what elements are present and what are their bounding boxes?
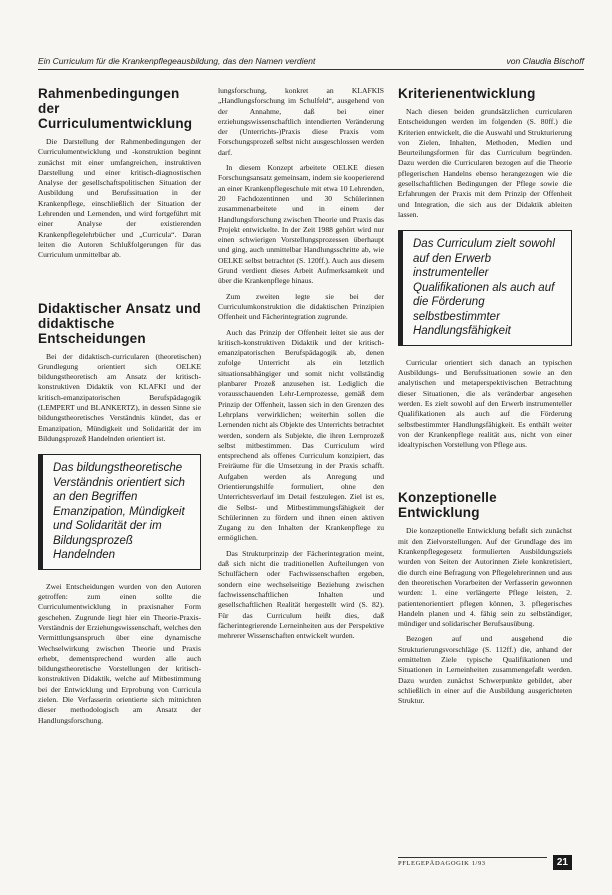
paragraph: Nach diesen beiden grundsätzlichen curricularen Entscheidungen werden im folgenden (S. 80ff.) die Kriterien entwickelt, die die Auswahl und Strukturierung von Zielen, Inhalten, Methoden, Medien und Beurteilungsformen für das Curriculum begründen. Dazu werden die Curricularen bezogen auf die Theorie pflegerischen Handelns ebenso herangezogen wie die gesellschaftlichen Bedingungen der Pflege sowie die Erfahrungen der Praxis mit dem Prinzip der Offenheit und Integration, die sich aus der Didaktik ableiten lassen. <box>398 107 572 219</box>
paragraph: Die Darstellung der Rahmenbedingungen der Curriculumentwicklung und -konstruktion beginnt zunächst mit einer umfangreichen, instruktiven Darstellung und einer kritisch-diagnostischen Analyse der gesellschaftspolitischen Situation der Ausbildung und Berufssituation in der Krankenpflege, einschließlich der Situation der Lehrenden und Lernenden, und wird fortgeführt mit einer Analyse der existierenden Krankenpflegelehrbücher und „Curricula“. Daran leiten die Autoren Schlußfolgerungen für das Curriculum unmittelbar ab. <box>38 137 201 260</box>
column-2 <box>218 86 384 646</box>
paragraph: Bei der didaktisch-curricularen (theoretischen) Grundlegung orientiert sich OELKE bildungstheoretisch am Ansatz der kritisch-konstruktiven Didaktik von KLAFKI und der kritisch-emanzipatorischen Berufspädagogik (LEMPERT und BLANKERTZ), in dessen Sinne sie bildungstheoretisches Verständnis kündet, das er Emanzipation, Mündigkeit und Solidarität der im Bildungsprozeß Handelnden orientiert ist. <box>38 351 201 443</box>
journal-title: PFLEGEPÄDAGOGIK 1/93 <box>398 857 547 867</box>
paragraph: In diesem Konzept arbeitete OELKE diesen Forschungsansatz gemeinsam, indem sie kooperierend an einer Krankenpflegeschule mit etwa 10 Lehrenden, 20 Fachdozentinnen und 30 Schülerinnen zusammenarbeitete und in einem der Handlungsforschung zwischen Theorie und Praxis das Projekt entwickelte. In der Zeit 1988 gehört wird nur einen schwierigen Vorstellungsprozessen überhaupt und ging, auch unmittelbar Handlungsschritte ab, wie OELKE selbst betrachtet (S. 120ff.). Auch aus diesem Grund verdient dieses Arbeit Aufmerksamkeit und über die Krankenpflege hinaus. <box>218 163 384 286</box>
paragraph: Curricular orientiert sich danach an typischen Ausbildungs- und Berufssituationen sowie an den analytischen und metaperspektivischen Betrachtung dieser Situationen, die als veränderbar angesehen werden. Es zielt sowohl auf den Erwerb instrumenteller Qualifikationen als auch auf die Förderung selbstbestimmter Handlungsfähigkeit. Es enthält weiter von der Krankenpflege realität aus, nicht von einer idealtypischen Vorstellung von Pflege aus. <box>398 357 572 450</box>
section-heading-didaktischer-ansatz: Didaktischer Ansatz und didaktische Entscheidungen <box>38 300 201 346</box>
paragraph: Zum zweiten legte sie bei der Curriculumkonstruktion die didaktischen Prinzipien Offenheit und Fächerintegration zugrunde. <box>218 291 384 322</box>
column-3 <box>398 86 572 711</box>
header-article-title: Ein Curriculum für die Krankenpflegeausbildung, das den Namen verdient <box>38 56 316 66</box>
column-1 <box>38 86 201 731</box>
paragraph: Auch das Prinzip der Offenheit leitet sie aus der kritisch-konstruktiven Didaktik und der kritisch-emanzipatorischen Berufspädagogik ab, denen zufolge Unterricht als ein letztlich situationsabhängiger und somit nicht vollständig planbarer Prozeß anzusehen ist. Lediglich die vorausschauenden Lehr-Lernprozesse, gemäß dem Prinzip der Offenheit, lassen sich in den Grenzen des Lehrplans verwirklichen; weiterhin sollen die Lernenden nicht als Objekte des Unterrichts betrachtet werden, sondern als Subjekte, die ihren Lernprozeß selbst mitbestimmen. Das Curriculum wird entsprechend als offenes Curriculum konzipiert, das Freiräume für die Umsetzung in der Praxis schafft. Aufgaben werden als Anregung und Orientierungshilfe formuliert, ohne den Unterrichtsverlauf im Detail festzulegen. Ziel ist es, die Selbst- und Mitbestimmungsfähigkeit der Schülerinnen zu fördern und ihnen einen aktiven Zugang zu den Inhalten der Krankenpflege zu ermöglichen. <box>218 327 384 543</box>
paragraph: Bezogen auf und ausgehend die Strukturierungsvorschläge (S. 112ff.) die, anhand der ermittelten Ziele typische Qualifikationen und Situationen in Lerneinheiten zusammengefaßt werden. Dazu wurden zunächst Schwerpunkte gebildet, aber schließlich in einer auf die Ausbildung ausgerichteten Struktur. <box>398 634 572 706</box>
paragraph: lungsforschung, konkret an KLAFKIS „Handlungsforschung im Schulfeld“, ausgehend von der Annahme, daß bei einer erziehungswissenschaftlich intendierten Veränderung der (Unterrichts-)Praxis diese Praxis vom Forschungsprozeß selbst nicht ausgeschlossen werden darf. <box>218 86 384 157</box>
section-heading-rahmenbedingungen: Rahmenbedingungen der Curriculumentwicklung <box>38 86 193 131</box>
pull-quote: Das Curriculum zielt sowohl auf den Erwerb instrumenteller Qualifikationen als auch auf die Förderung selbstbestimmter Handlungsfähigkeit <box>398 230 572 346</box>
header-author: von Claudia Bischoff <box>506 56 584 66</box>
paragraph: Zwei Entscheidungen wurden von den Autoren getroffen: zum einen sollte die Curriculumentwicklung in praxisnaher Form geschehen. Zugrunde liegt hier ein Theorie-Praxis-Verständnis der Erziehungswissenschaft, welches den Vermittlungsanspruch über eine dynamische Wechselwirkung zwischen Theorie und Praxis erhebt, dementsprechend wurden alle auch bildungstheoretische Vorstellungen der kritisch-konstruktiven Didaktik, welche auf Mitbestimmung bei der Entwicklung und Erprobung von Curricula zielen. Die Verfasserin orientierte sich mitnichten dieser methodologisch am Ansatz der Handlungsforschung. <box>38 581 202 725</box>
page-number: 21 <box>553 855 572 870</box>
pull-quote: Das bildungstheoretische Verständnis orientiert sich an den Begriffen Emanzipation, Mündigkeit und Solidarität der im Bildungsprozeß Handelnden <box>38 454 201 570</box>
section-heading-konzeptionelle-entwicklung: Konzeptionelle Entwicklung <box>398 490 497 521</box>
page-footer <box>398 855 572 869</box>
running-header <box>38 56 584 70</box>
section-heading-kriterienentwicklung: Kriterienentwicklung <box>398 86 536 101</box>
paragraph: Die konzeptionelle Entwicklung befaßt sich zunächst mit den Zielvorstellungen. Auf der Grundlage des im Krankenpflegegesetz formulierten Ausbildungsziels wurden von Seiten der Autorinnen Ziele konkretisiert, die durch eine Befragung von Pflegelehrerinnen und aus den theoretischen Vorarbeiten der Verfasserin gewonnen wurden: 1. eine verlängerte Pflege leisten, 2. patientenorientiert pflegen können, 3. pflegerisches Handeln planen und 4. fähig sein zu selbständiger, mündiger und solidarischer Berufsausübung. <box>398 526 572 629</box>
paragraph: Das Strukturprinzip der Fächerintegration meint, daß sich nicht die traditionellen Aufteilungen von Schulfächern oder Fachwissenschaften ergeben, sondern eine wechselseitige Beziehung zwischen fachwissenschaftlichen Inhalten und gesellschaftlichen Realität hergestellt wird (S. 82). Für das Curriculum heißt dies, daß fächerintegrierende Lerneinheiten aus der Perspektive mehrerer Wissenschaften entwickelt wurden. <box>218 548 384 641</box>
